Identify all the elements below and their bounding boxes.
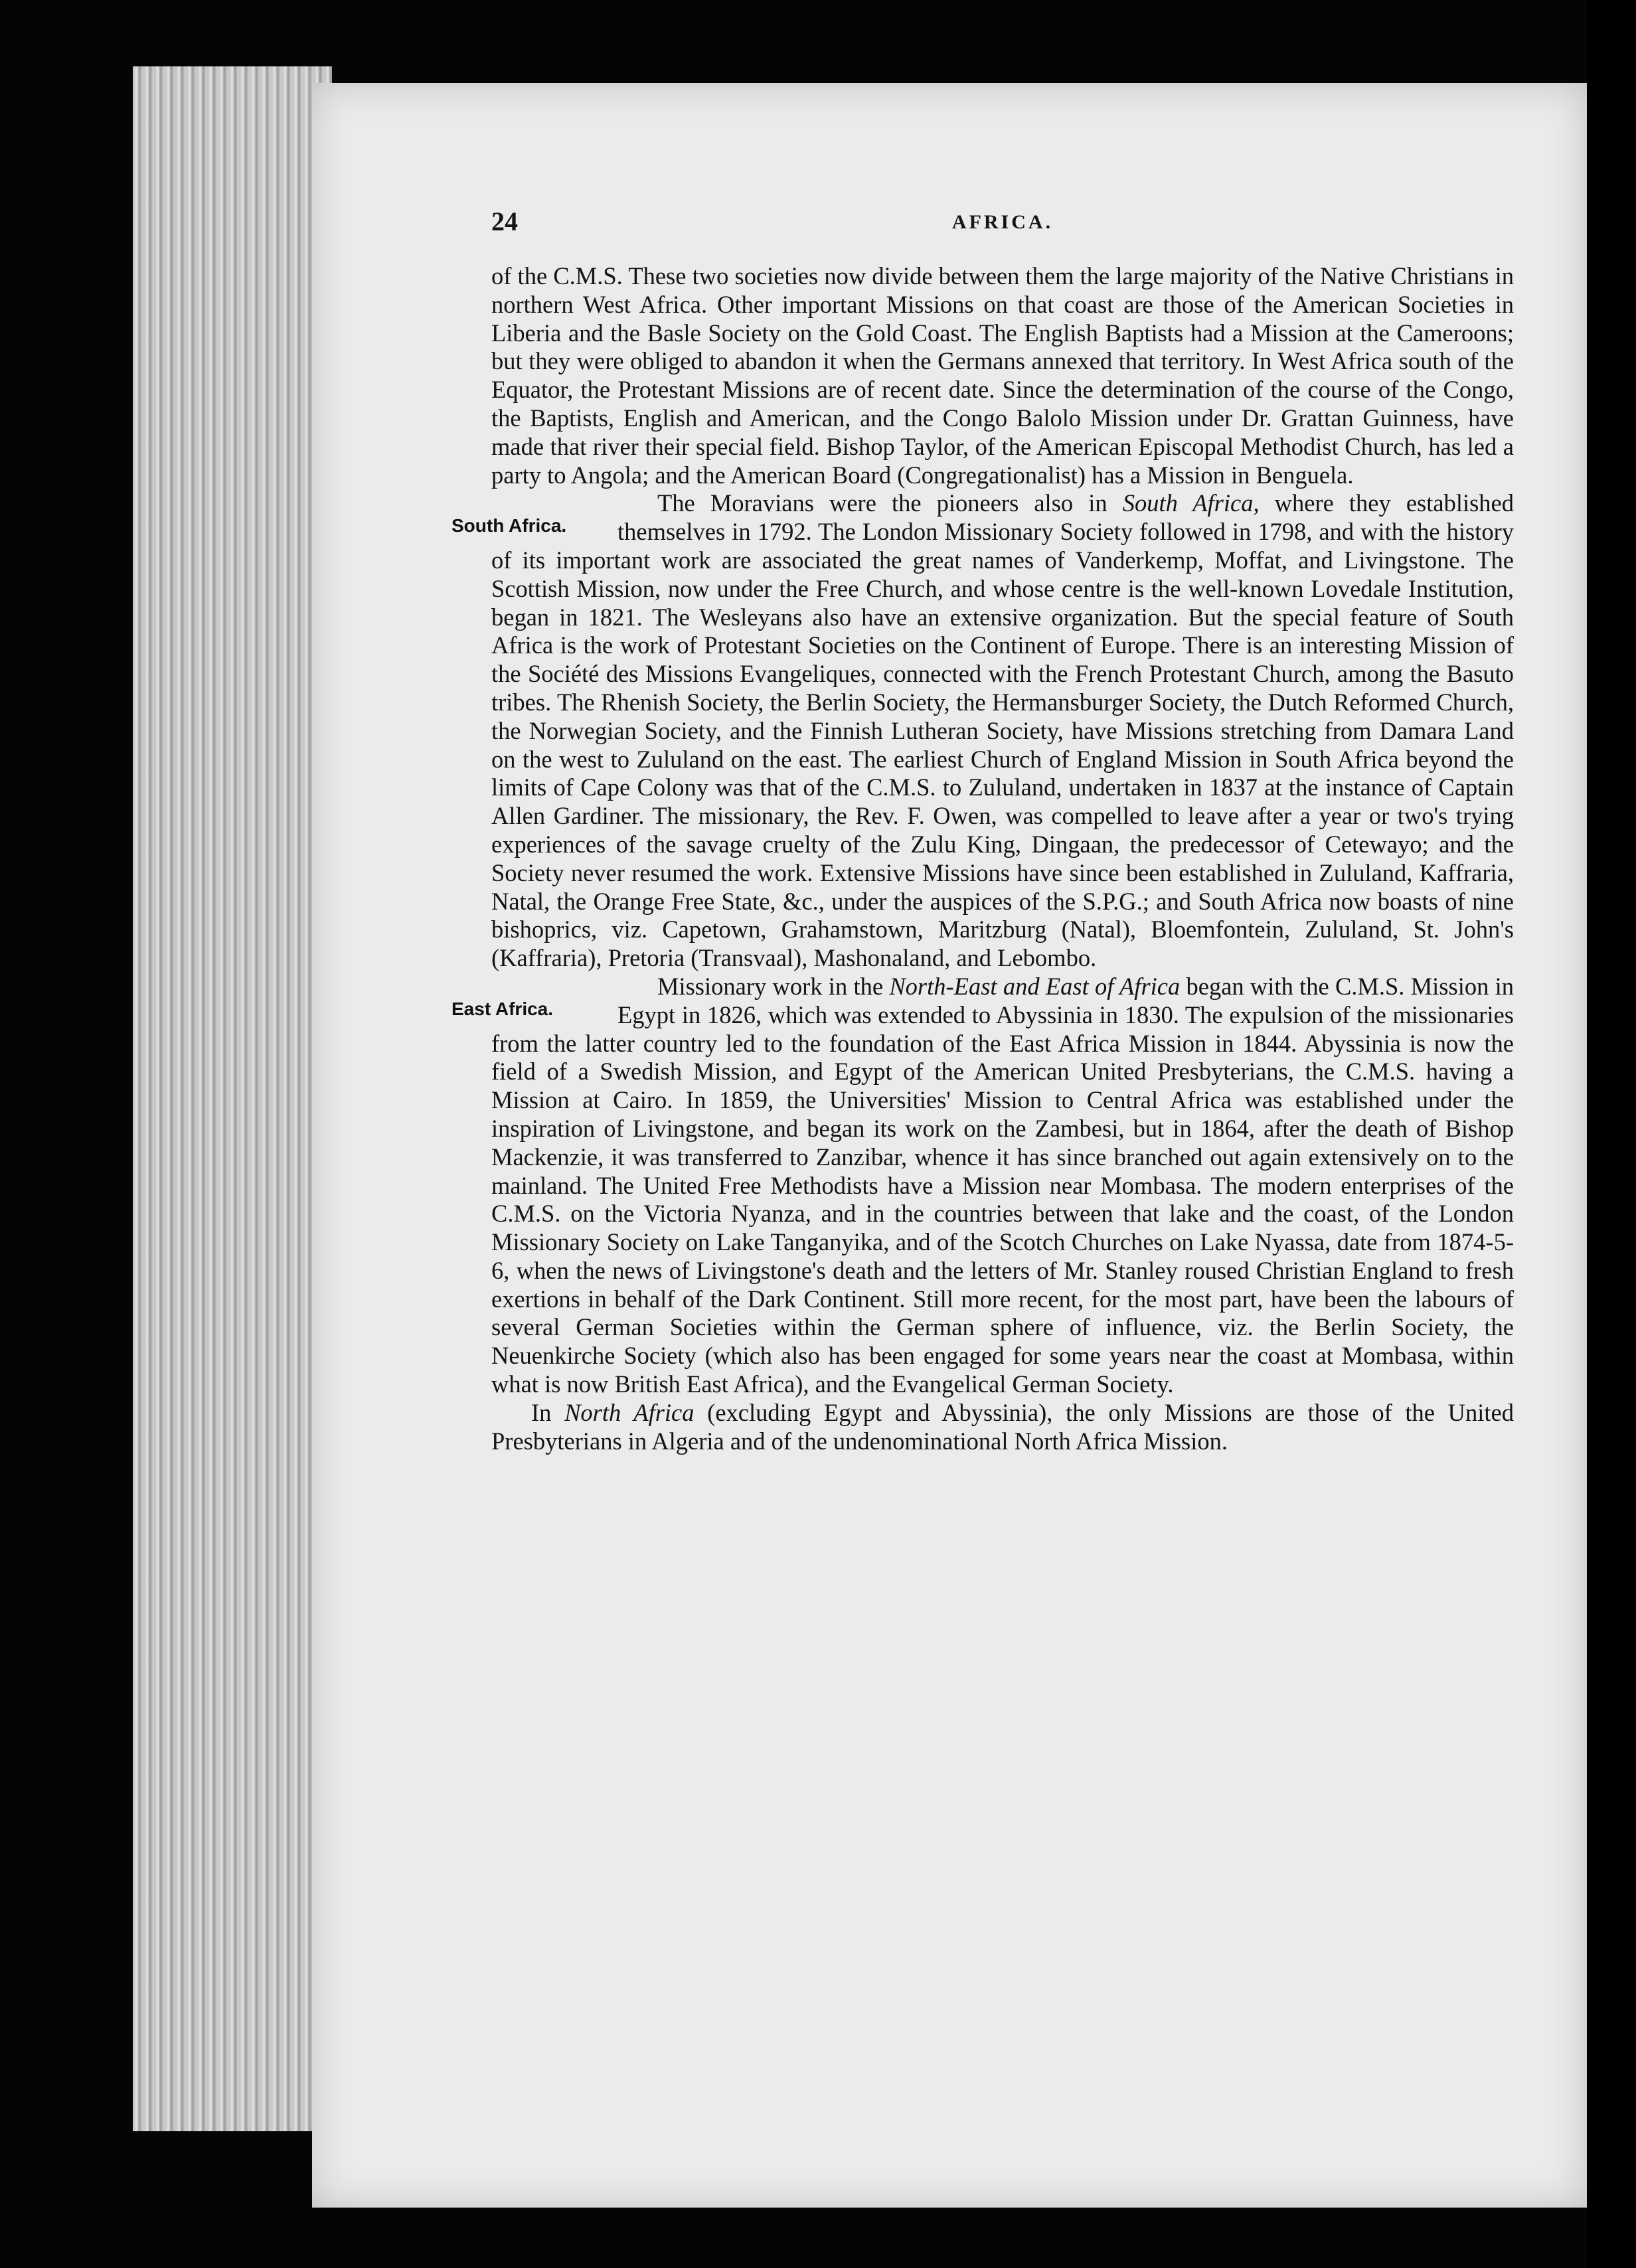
italic-north-east-africa: North-East and East of Africa <box>889 972 1181 1000</box>
body-text <box>451 262 1514 1455</box>
sidenote-east-africa: East Africa. <box>451 998 554 1019</box>
paragraph-north-africa-intro: In <box>531 1398 565 1426</box>
paragraph-north-africa <box>491 1399 1514 1456</box>
paragraph-south-africa-intro: The Moravians were the pioneers also in <box>657 489 1123 517</box>
italic-south-africa: South Africa, <box>1122 489 1260 517</box>
paragraph-north-africa-body: (excluding Egypt and Abyssinia), the only Missions are those of the United Presbyterians in Algeria and of the undenominational North Africa Mission. <box>491 1398 1514 1455</box>
paragraph-south-africa-body: where they established themselves in 1792. The London Missionary Society followed in 1798, and with the history of its important work are associated the great names of Vanderkemp, Moffat, and Livingstone. The Scottish Mission, now under the Free Church, and whose centre is the well-known Lovedale Institution, began in 1821. The Wesleyans also have an extensive organization. But the special feature of South Africa is the work of Protestant Societies on the Continent of Europe. There is an interesting Mission of the Société des Missions Evangeliques, connected with the French Protestant Church, among the Basuto tribes. The Rhenish Society, the Berlin Society, the Hermansburger Society, the Dutch Reformed Church, the Norwegian Society, and the Finnish Lutheran Society, have Missions stretching from Damara Land on the west to Zululand on the east. The earliest Church of England Mission in South Africa beyond the limits of Cape Colony was that of the C.M.S. to Zululand, undertaken in 1837 at the instance of Captain Allen Gardiner. The missionary, the Rev. F. Owen, was compelled to leave after a year or two's trying experiences of the savage cruelty of the Zulu King, Dingaan, the predecessor of Cetewayo; and the Society never resumed the work. Extensive Missions have since been established in Zululand, Kaffraria, Natal, the Orange Free State, &c., under the auspices of the S.P.G.; and South Africa now boasts of nine bishoprics, viz. Capetown, Grahamstown, Maritzburg (Natal), Bloemfontein, Zululand, St. John's (Kaffraria), Pretoria (Transvaal), Mashonaland, and Lebombo. <box>491 489 1514 972</box>
running-head: AFRICA. <box>951 211 1054 233</box>
paragraph-south-africa <box>451 489 1514 973</box>
italic-north-africa: North Africa <box>564 1398 695 1426</box>
paragraph-east-africa-intro: Missionary work in the <box>657 972 890 1000</box>
page-number: 24 <box>491 206 518 236</box>
paragraph-east-africa-body: began with the C.M.S. Mission in Egypt in 1826, which was extended to Abyssinia in 1830. The expulsion of the missionaries from the latter country led to the foundation of the East Africa Mission in 1844. Abyssinia is now the field of a Swedish Mission, and Egypt of the American United Presbyterians, the C.M.S. having a Mission at Cairo. In 1859, the Universities' Mission to Central Africa was established under the inspiration of Livingstone, and began its work on the Zambesi, but in 1864, after the death of Bishop Mackenzie, it was transferred to Zanzibar, whence it has since branched out again extensively on to the mainland. The United Free Methodists have a Mission near Mombasa. The modern enterprises of the C.M.S. on the Victoria Nyanza, and in the countries between that lake and the coast, of the London Missionary Society on Lake Tanganyika, and of the Scotch Churches on Lake Nyassa, date from 1874-5-6, when the news of Livingstone's death and the letters of Mr. Stanley roused Christian England to fresh exertions in behalf of the Dark Continent. Still more recent, for the most part, have been the labours of several German Societies within the German sphere of influence, viz. the Berlin Society, the Neuenkirche Society (which also has been engaged for some years near the coast at Mombasa, within what is now British East Africa), and the Evangelical German Society. <box>491 972 1514 1398</box>
scan-border <box>1587 0 1636 2268</box>
sidenote-south-africa: South Africa. <box>451 515 567 536</box>
paragraph-west-africa: of the C.M.S. These two societies now divide between them the large majority of the Native Christians in northern West Africa. Other important Missions on that coast are those of the American Societies in Liberia and the Basle Society on the Gold Coast. The English Baptists had a Mission at the Cameroons; but they were obliged to abandon it when the Germans annexed that territory. In West Africa south of the Equator, the Protestant Missions are of recent date. Since the determination of the course of the Congo, the Baptists, English and American, and the Congo Balolo Mission under Dr. Grattan Guinness, have made that river their special field. Bishop Taylor, of the American Episcopal Methodist Church, has led a party to Angola; and the American Board (Congregationalist) has a Mission in Benguela. <box>491 262 1514 489</box>
paragraph-east-africa <box>451 972 1514 1399</box>
page-stack-edges <box>133 66 332 2131</box>
page-header <box>491 206 1514 246</box>
